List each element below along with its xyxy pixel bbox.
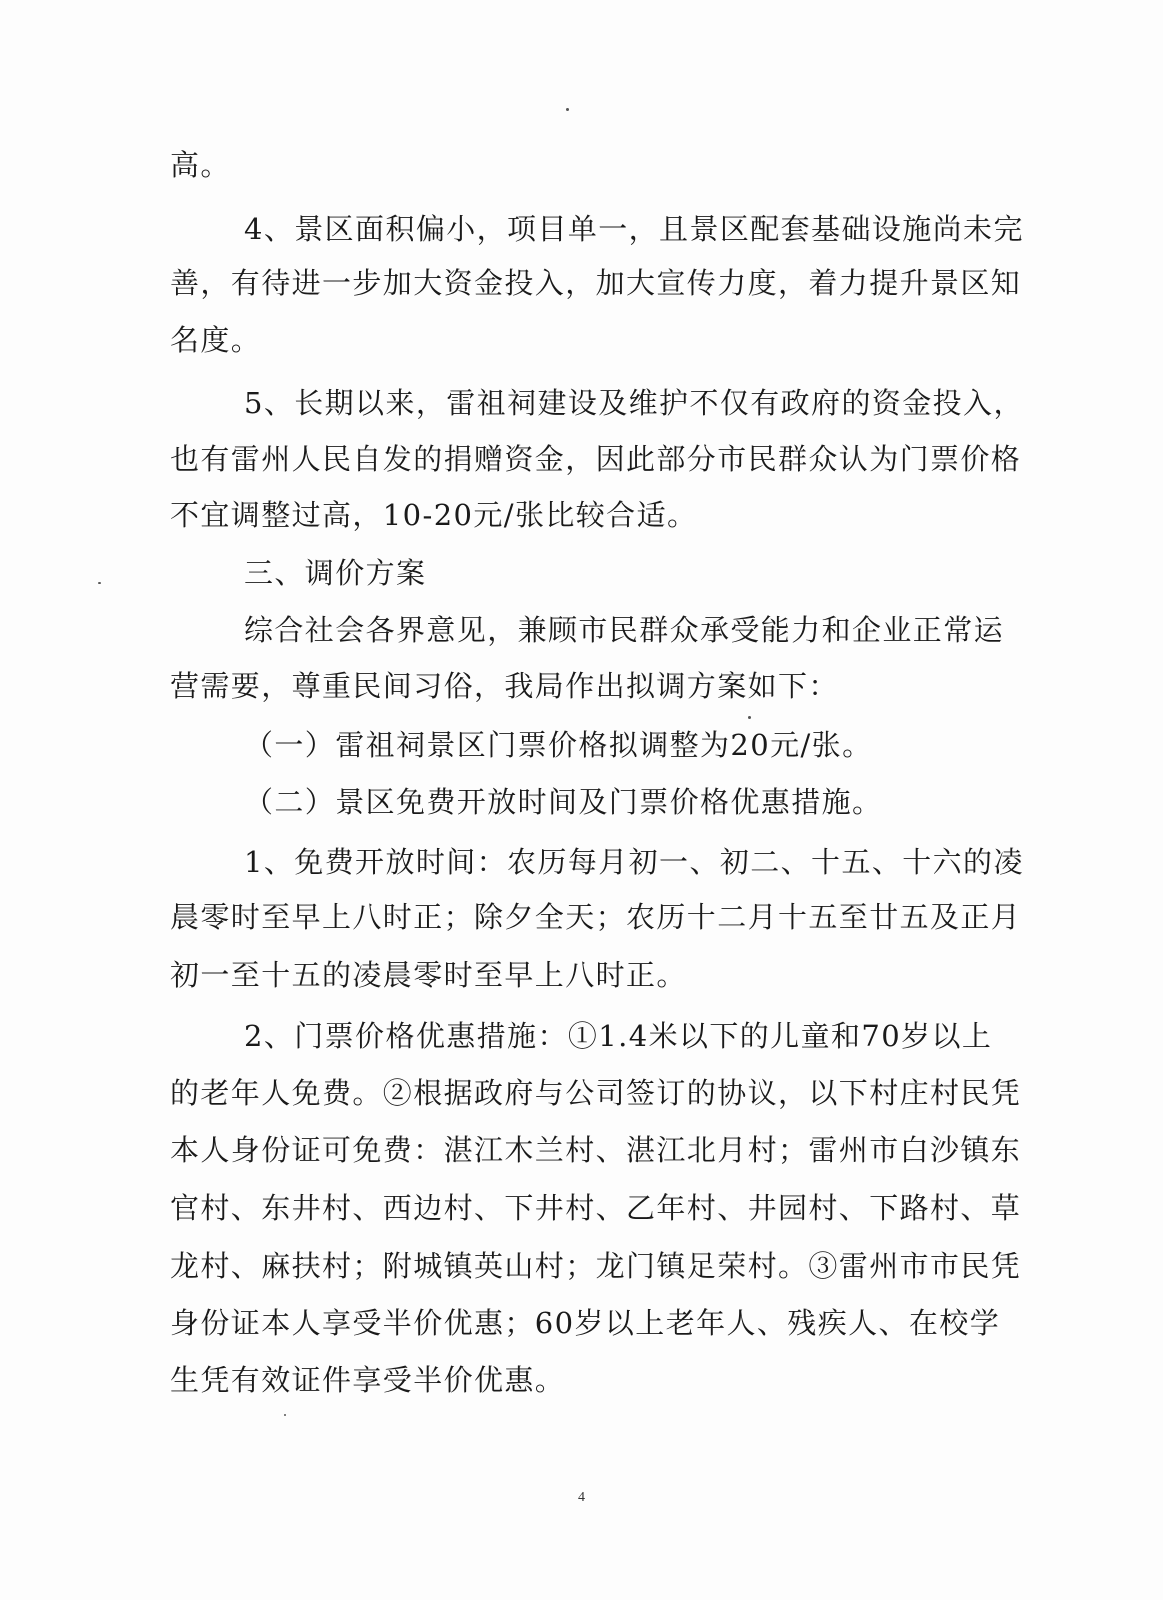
paragraph-line: 营需要，尊重民间习俗，我局作出拟调方案如下： <box>170 669 839 703</box>
section-heading: 三、调价方案 <box>244 556 427 590</box>
paragraph-line: 龙村、麻扶村；附城镇英山村；龙门镇足荣村。③雷州市市民凭 <box>170 1249 1022 1283</box>
paragraph-line: 1、免费开放时间：农历每月初一、初二、十五、十六的凌 <box>244 845 1024 879</box>
paragraph-line: 不宜调整过高，10-20元/张比较合适。 <box>170 498 698 532</box>
paragraph-line: 官村、东井村、西边村、下井村、乙年村、井园村、下路村、草 <box>170 1191 1022 1225</box>
paragraph-line: 善，有待进一步加大资金投入，加大宣传力度，着力提升景区知 <box>170 266 1022 300</box>
paragraph-line: 综合社会各界意见，兼顾市民群众承受能力和企业正常运 <box>244 613 1005 647</box>
paragraph-line: 高。 <box>170 148 231 182</box>
paragraph-line: （一）雷祖祠景区门票价格拟调整为20元/张。 <box>244 728 873 762</box>
scan-speck <box>566 108 569 111</box>
paragraph-line: 初一至十五的凌晨零时至早上八时正。 <box>170 958 687 992</box>
paragraph-line: （二）景区免费开放时间及门票价格优惠措施。 <box>244 785 883 819</box>
page-number: 4 <box>578 1490 585 1505</box>
scan-speck <box>98 582 101 584</box>
paragraph-line: 身份证本人享受半价优惠；60岁以上老年人、残疾人、在校学 <box>170 1306 1001 1340</box>
paragraph-line: 生凭有效证件享受半价优惠。 <box>170 1363 566 1397</box>
scan-speck <box>748 716 751 719</box>
paragraph-line: 5、长期以来，雷祖祠建设及维护不仅有政府的资金投入， <box>244 386 1024 420</box>
paragraph-line: 4、景区面积偏小，项目单一，且景区配套基础设施尚未完 <box>244 212 1024 246</box>
paragraph-line: 2、门票价格优惠措施：①1.4米以下的儿童和70岁以上 <box>244 1019 993 1053</box>
paragraph-line: 也有雷州人民自发的捐赠资金，因此部分市民群众认为门票价格 <box>170 442 1022 476</box>
paragraph-line: 本人身份证可免费：湛江木兰村、湛江北月村；雷州市白沙镇东 <box>170 1133 1022 1167</box>
paragraph-line: 晨零时至早上八时正；除夕全天；农历十二月十五至廿五及正月 <box>170 900 1022 934</box>
paragraph-line: 名度。 <box>170 323 262 357</box>
scan-speck <box>284 1414 286 1416</box>
paragraph-line: 的老年人免费。②根据政府与公司签订的协议，以下村庄村民凭 <box>170 1076 1022 1110</box>
